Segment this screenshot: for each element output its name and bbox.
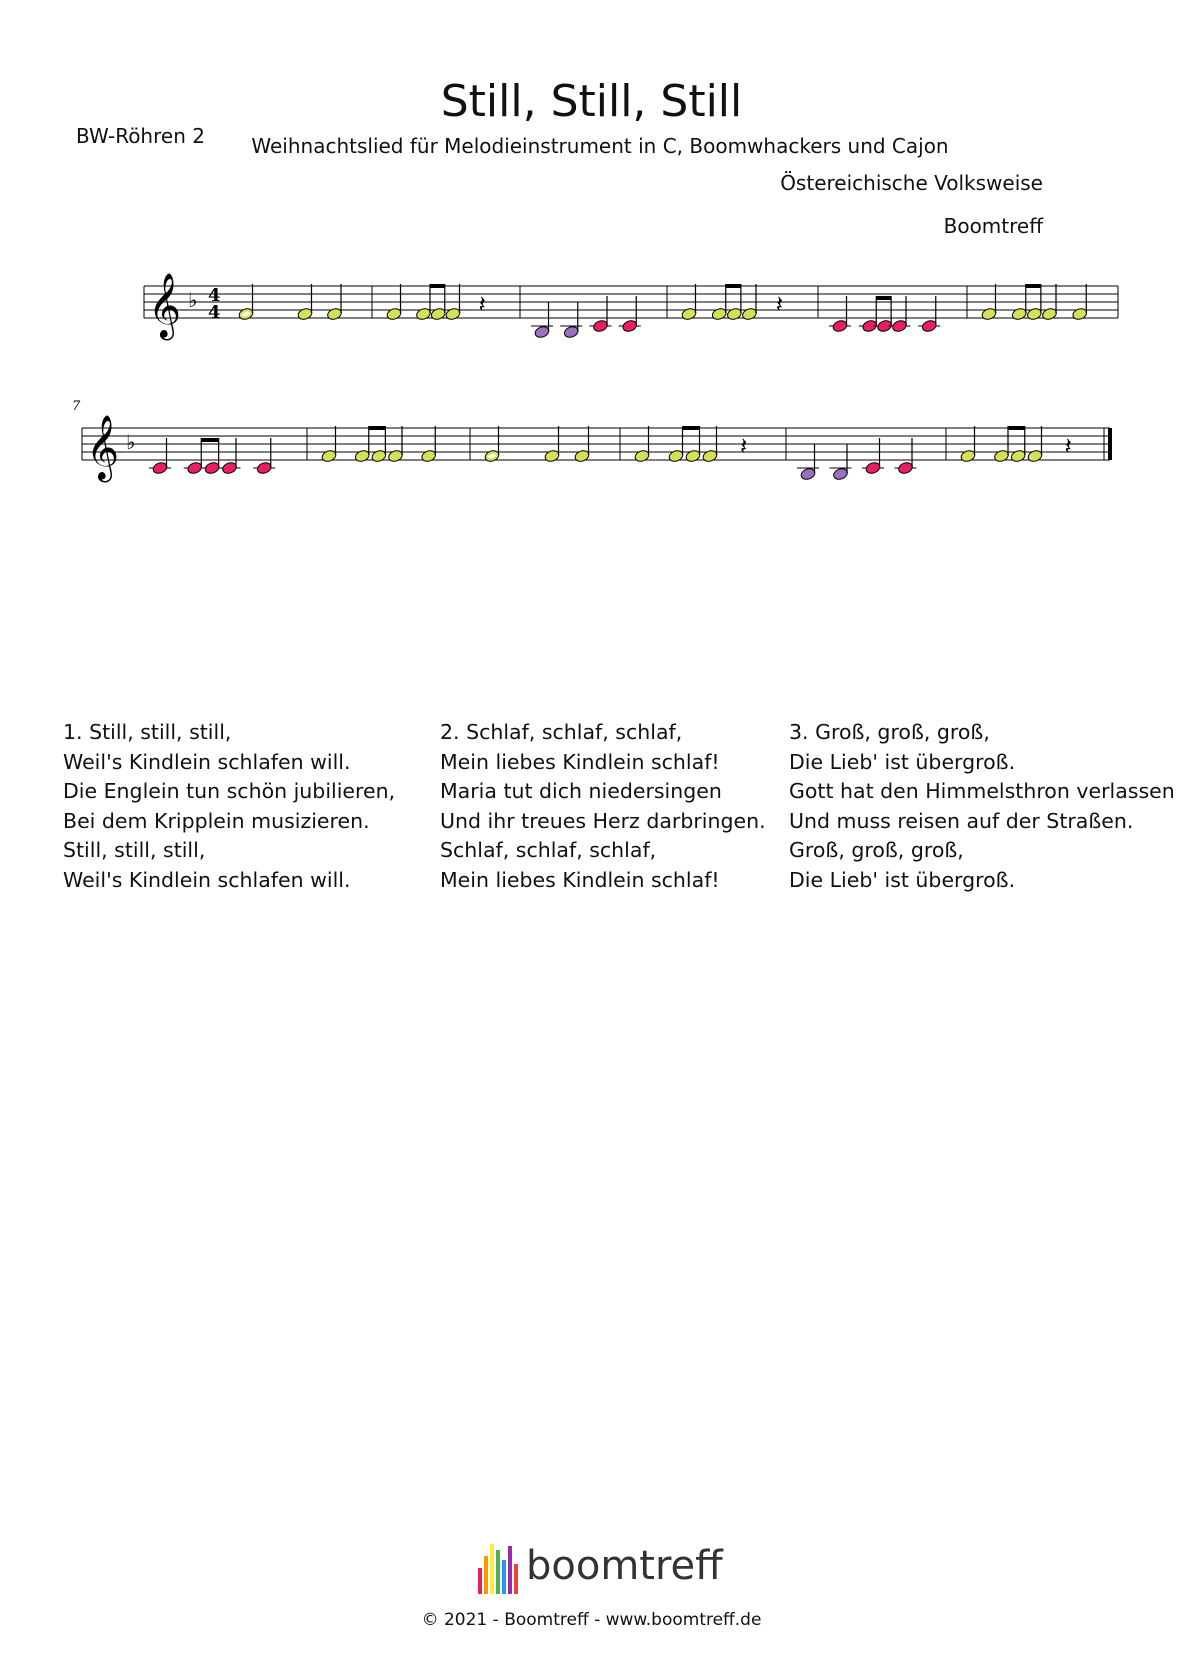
series-label: BW-Röhren 2: [76, 124, 205, 148]
lyric-line: Gott hat den Himmelsthron verlassen: [789, 779, 1175, 803]
verse-2: [440, 718, 766, 895]
note-head: [386, 307, 403, 321]
note-head: [1011, 307, 1028, 321]
lyric-line: Schlaf, schlaf, schlaf,: [440, 838, 657, 862]
lyric-line: Maria tut dich niedersingen: [440, 779, 722, 803]
quarter-rest-icon: 𝄽: [478, 290, 486, 318]
note-head: [371, 449, 388, 463]
note-head: [800, 467, 817, 481]
logo-bar: [478, 1568, 482, 1594]
treble-clef-icon: 𝄞: [86, 415, 120, 480]
logo-bar: [508, 1546, 512, 1594]
note-head: [321, 449, 338, 463]
note-head: [297, 307, 314, 321]
note-head: [354, 449, 371, 463]
quarter-rest-icon: 𝄽: [775, 290, 784, 318]
note-head: [1041, 307, 1058, 321]
note-head: [415, 307, 432, 321]
quarter-rest-icon: 𝄽: [740, 432, 748, 460]
lyric-line: Die Englein tun schön jubilieren,: [63, 779, 396, 803]
page-title: Still, Still, Still: [440, 76, 743, 127]
lyric-line: 1. Still, still, still,: [63, 720, 232, 744]
note-head: [960, 449, 977, 463]
note-head: [921, 319, 938, 333]
note-head: [544, 449, 561, 463]
note-head: [430, 307, 447, 321]
flat-sign-icon: ♭: [188, 288, 198, 312]
lyric-line: Mein liebes Kindlein schlaf!: [440, 749, 720, 774]
note-head: [420, 449, 437, 463]
logo-bar: [502, 1560, 506, 1594]
note-head: [1071, 307, 1088, 321]
lyric-line: Bei dem Kripplein musizieren.: [63, 808, 370, 833]
logo-bar: [496, 1550, 500, 1594]
note-head: [993, 449, 1010, 463]
note-head: [981, 307, 998, 321]
lyric-line: 2. Schlaf, schlaf, schlaf,: [440, 720, 683, 744]
note-head: [326, 307, 343, 321]
note-head: [702, 449, 719, 463]
note-head: [621, 319, 638, 333]
sheet-music-score: [0, 250, 1183, 550]
lyric-line: Weil's Kindlein schlafen will.: [63, 749, 351, 774]
lyric-line: Die Lieb' ist übergroß.: [789, 867, 1016, 892]
time-signature-top: 4: [208, 285, 221, 306]
arranger: Boomtreff: [943, 214, 1043, 238]
logo-bar: [484, 1556, 488, 1594]
lyric-line: Und ihr treues Herz darbringen.: [440, 808, 766, 833]
note-head: [668, 449, 685, 463]
copyright: © 2021 - Boomtreff - www.boomtreff.de: [421, 1610, 762, 1630]
note-head: [1010, 449, 1027, 463]
subtitle: Weihnachtslied für Melodieinstrument in C, Boomwhackers und Cajon: [251, 134, 949, 158]
note-head: [1026, 307, 1043, 321]
lyric-line: 3. Groß, groß, groß,: [789, 720, 990, 744]
lyric-line: Groß, groß, groß,: [789, 838, 964, 862]
note-head: [1027, 449, 1044, 463]
note-head: [563, 325, 580, 339]
note-head: [685, 449, 702, 463]
note-head: [832, 319, 849, 333]
lyric-line: Die Lieb' ist übergroß.: [789, 749, 1016, 774]
logo-bar: [514, 1564, 518, 1594]
note-head: [634, 449, 651, 463]
lyric-line: Und muss reisen auf der Straßen.: [789, 808, 1134, 833]
lyric-line: Still, still, still,: [63, 838, 206, 862]
lyric-line: Mein liebes Kindlein schlaf!: [440, 867, 720, 892]
quarter-rest-icon: 𝄽: [1064, 432, 1072, 460]
boomtreff-logo-icon: [476, 1540, 524, 1598]
logo-bar: [490, 1544, 494, 1594]
note-head: [221, 461, 238, 475]
note-head: [891, 319, 908, 333]
note-head: [534, 325, 551, 339]
note-head: [152, 461, 169, 475]
note-head: [832, 467, 849, 481]
note-head: [711, 307, 728, 321]
treble-clef-icon: 𝄞: [148, 273, 182, 338]
note-head: [445, 307, 462, 321]
note-head: [726, 307, 743, 321]
note-head: [865, 461, 882, 475]
note-head: [387, 449, 404, 463]
note-head: [204, 461, 221, 475]
verse-1: [63, 718, 395, 895]
note-head: [681, 307, 698, 321]
note-head: [592, 319, 609, 333]
composer: Östereichische Volksweise: [780, 171, 1043, 195]
logo-wordmark: boomtreff: [526, 1543, 723, 1589]
verse-3: [789, 718, 1175, 895]
lyric-line: Weil's Kindlein schlafen will.: [63, 867, 351, 892]
flat-sign-icon: ♭: [126, 430, 136, 454]
note-head: [897, 461, 914, 475]
note-head: [256, 461, 273, 475]
note-head: [186, 461, 203, 475]
note-head: [741, 307, 758, 321]
measure-number: 7: [72, 399, 81, 414]
time-signature-bottom: 4: [208, 302, 221, 323]
note-head: [574, 449, 591, 463]
